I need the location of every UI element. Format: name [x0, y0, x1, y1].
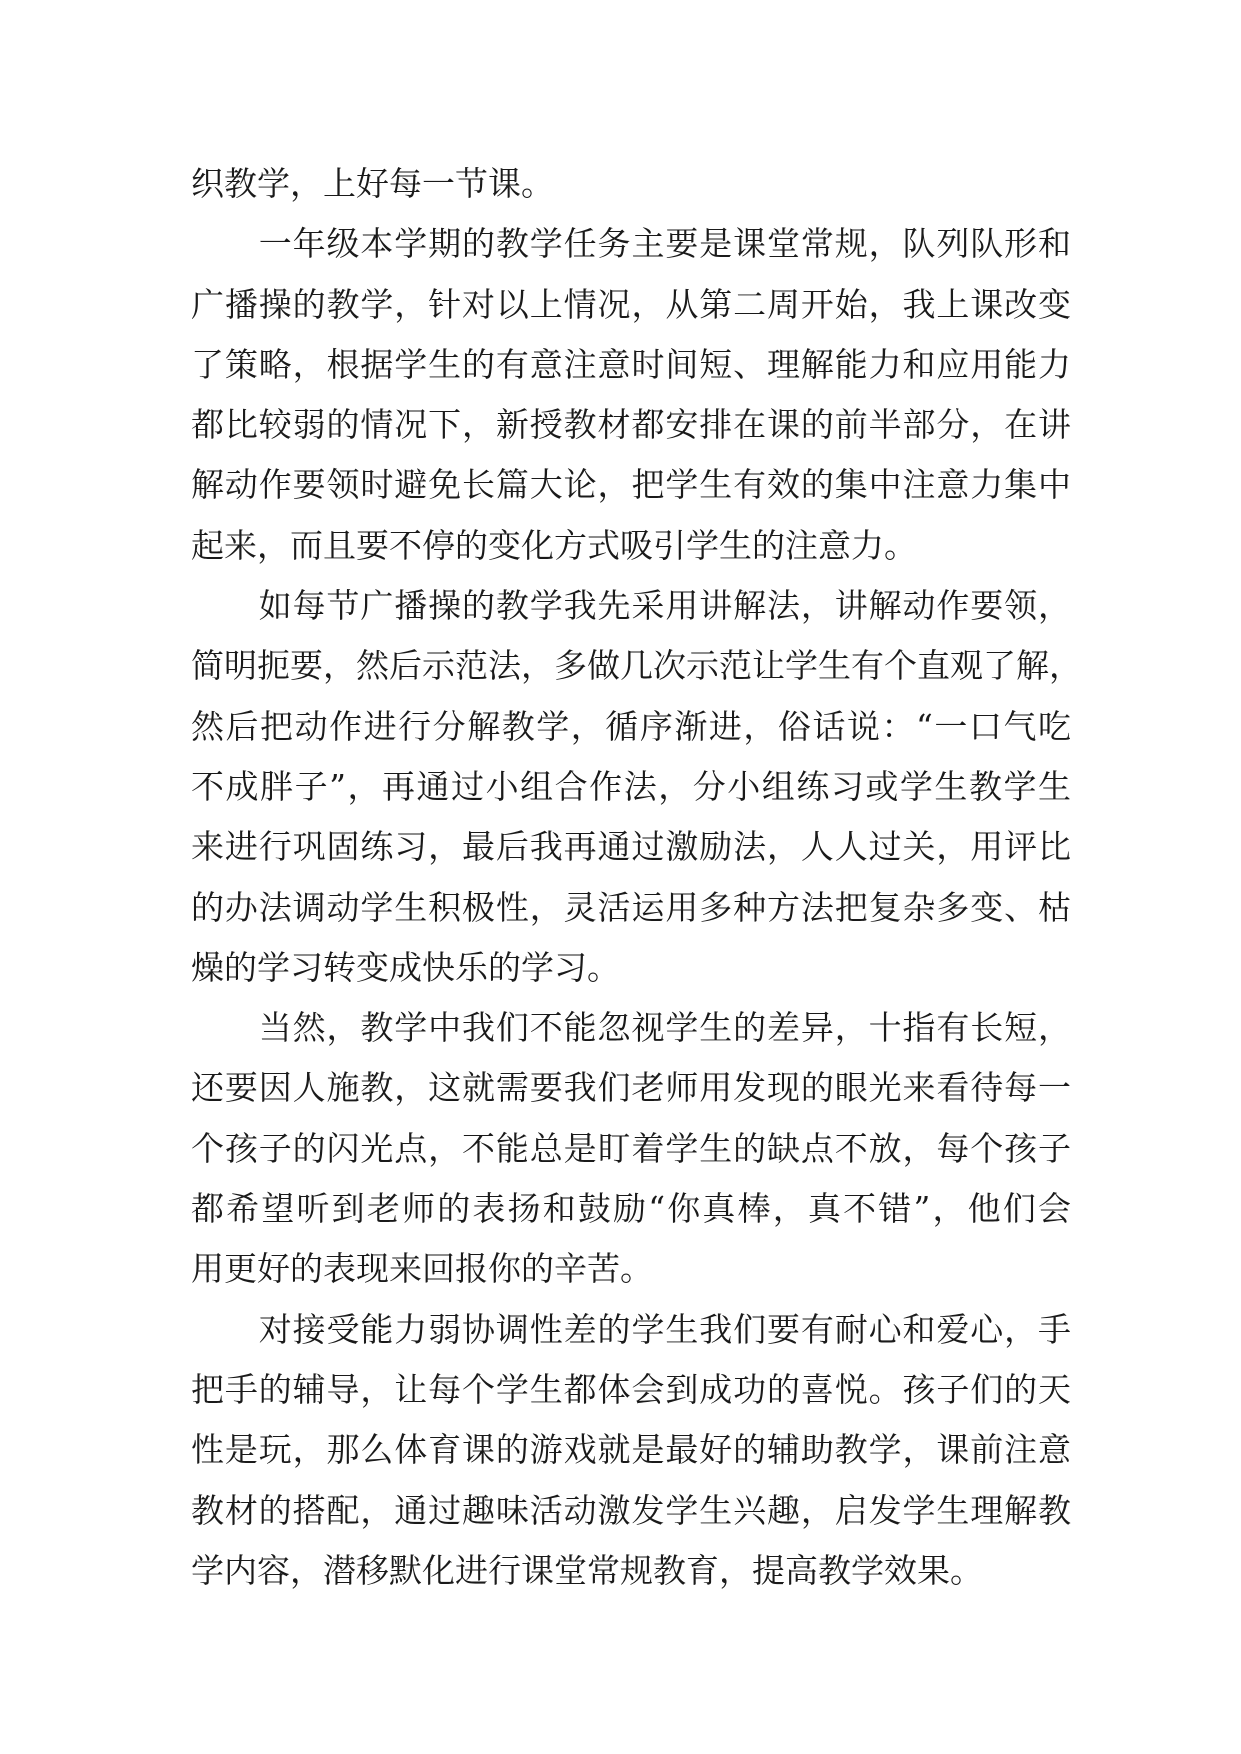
text-line: 织教学，上好每一节课。	[191, 164, 554, 203]
text-line: 都比较弱的情况下，新授教材都安排在课的前半部分，在讲	[191, 405, 1071, 445]
text-line: 然后把动作进行分解教学，循序渐进，俗话说：“一口气吃	[191, 706, 1071, 746]
text-line: 对接受能力弱协调性差的学生我们要有耐心和爱心，手	[191, 1309, 1071, 1349]
text-line: 广播操的教学，针对以上情况，从第二周开始，我上课改变	[191, 284, 1071, 324]
document-body	[191, 154, 1082, 1601]
text-line: 不成胖子”，再通过小组合作法，分小组练习或学生教学生	[191, 766, 1071, 806]
text-line: 教材的搭配，通过趣味活动激发学生兴趣，启发学生理解教	[191, 1490, 1071, 1530]
text-line: 简明扼要，然后示范法，多做几次示范让学生有个直观了解，	[191, 646, 1082, 686]
text-line: 当然，教学中我们不能忽视学生的差异，十指有长短，	[191, 1008, 1071, 1048]
text-line: 个孩子的闪光点，不能总是盯着学生的缺点不放，每个孩子	[191, 1128, 1071, 1168]
text-line: 起来，而且要不停的变化方式吸引学生的注意力。	[191, 525, 917, 565]
text-line: 学内容，潜移默化进行课堂常规教育，提高教学效果。	[191, 1550, 983, 1590]
text-line: 了策略，根据学生的有意注意时间短、理解能力和应用能力	[191, 344, 1071, 384]
text-line: 把手的辅导，让每个学生都体会到成功的喜悦。孩子们的天	[191, 1369, 1071, 1409]
text-line: 如每节广播操的教学我先采用讲解法，讲解动作要领，	[191, 586, 1071, 626]
text-line: 一年级本学期的教学任务主要是课堂常规，队列队形和	[191, 224, 1071, 264]
text-line: 解动作要领时避免长篇大论，把学生有效的集中注意力集中	[191, 465, 1071, 505]
text-line: 性是玩，那么体育课的游戏就是最好的辅助教学，课前注意	[191, 1430, 1071, 1470]
text-line: 都希望听到老师的表扬和鼓励“你真棒，真不错”，他们会	[191, 1189, 1071, 1229]
text-line: 用更好的表现来回报你的辛苦。	[191, 1249, 653, 1289]
text-line: 燥的学习转变成快乐的学习。	[191, 947, 620, 987]
text-line: 还要因人施教，这就需要我们老师用发现的眼光来看待每一	[191, 1068, 1071, 1108]
text-line: 来进行巩固练习，最后我再通过激励法，人人过关，用评比	[191, 827, 1071, 867]
text-line: 的办法调动学生积极性，灵活运用多种方法把复杂多变、枯	[191, 887, 1071, 927]
